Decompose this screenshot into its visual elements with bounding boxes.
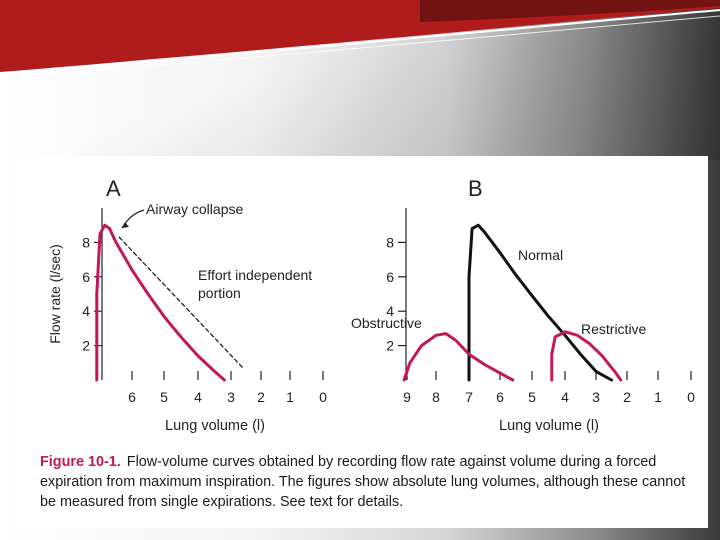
- figure-label: Figure 10-1.: [40, 454, 121, 470]
- panel-a-callout-arrow: [122, 222, 129, 228]
- panel-b-x-axis-label: Lung volume (l): [499, 418, 599, 434]
- panel-a-x-tick-label: 3: [227, 389, 235, 405]
- panel-b-series-obstructive: [404, 334, 513, 380]
- slide-banner: [0, 0, 720, 90]
- panel-a-x-tick-label: 1: [286, 389, 294, 405]
- panel-a-x-tick-label: 4: [194, 389, 202, 405]
- panel-b-x-tick-label: 2: [623, 389, 631, 405]
- panel-a-y-tick-label: 6: [82, 268, 90, 285]
- panel-a-label: A: [106, 176, 121, 201]
- panel-b-y-tick-label: 4: [386, 303, 394, 320]
- caption-text: Flow-volume curves obtained by recording flow rate against volume during a forced expiration from maximum inspiration. The figures show absolute lung volumes, although these cannot be measured from single expirations. See text for details.: [40, 454, 686, 510]
- panel-b-x-tick-label: 5: [528, 389, 536, 405]
- panel-b-y-tick-label: 8: [386, 234, 394, 251]
- panel-b-y-tick-label: 2: [386, 337, 394, 354]
- panel-a-x-axis-label: Lung volume (l): [165, 418, 265, 434]
- panel-b-x-tick-label: 1: [654, 389, 662, 405]
- panel-a-series-maximal-expiratory-flow: [97, 225, 225, 380]
- panel-a-series-effort-independent-guide: [119, 237, 243, 368]
- panel-b-x-tick-label: 8: [432, 389, 440, 405]
- panel-b-series-label-obstructive: Obstructive: [351, 315, 422, 331]
- panel-b-series-restrictive: [552, 332, 621, 380]
- panel-a-y-tick-label: 2: [82, 337, 90, 354]
- panel-a-annotation: portion: [198, 285, 241, 301]
- panel-a-annotation: Effort independent: [198, 267, 313, 283]
- panel-a-y-tick-label: 8: [82, 234, 90, 251]
- figure-caption: [40, 452, 690, 512]
- panel-a-annotation: Airway collapse: [146, 201, 244, 217]
- panel-b-series-label-normal: Normal: [518, 247, 564, 263]
- panel-a-x-tick-label: 2: [257, 389, 265, 405]
- panel-b-series-label-restrictive: Restrictive: [581, 321, 647, 337]
- panel-a-x-tick-label: 0: [319, 389, 327, 405]
- panel-b-x-tick-label: 0: [687, 389, 695, 405]
- panel-b-x-tick-label: 3: [592, 389, 600, 405]
- panel-b-x-tick-label: 4: [561, 389, 569, 405]
- panel-b-x-tick-label: 6: [496, 389, 504, 405]
- flow-volume-charts: [18, 156, 708, 456]
- panel-a-x-tick-label: 5: [160, 389, 168, 405]
- panel-a-y-axis-label: Flow rate (l/sec): [47, 244, 63, 344]
- panel-a-x-tick-label: 6: [128, 389, 136, 405]
- panel-b-x-tick-label: 9: [403, 389, 411, 405]
- panel-a-y-tick-label: 4: [82, 303, 90, 320]
- panel-b-x-tick-label: 7: [465, 389, 473, 405]
- panel-b-y-tick-label: 6: [386, 268, 394, 285]
- panel-b-label: B: [468, 176, 483, 201]
